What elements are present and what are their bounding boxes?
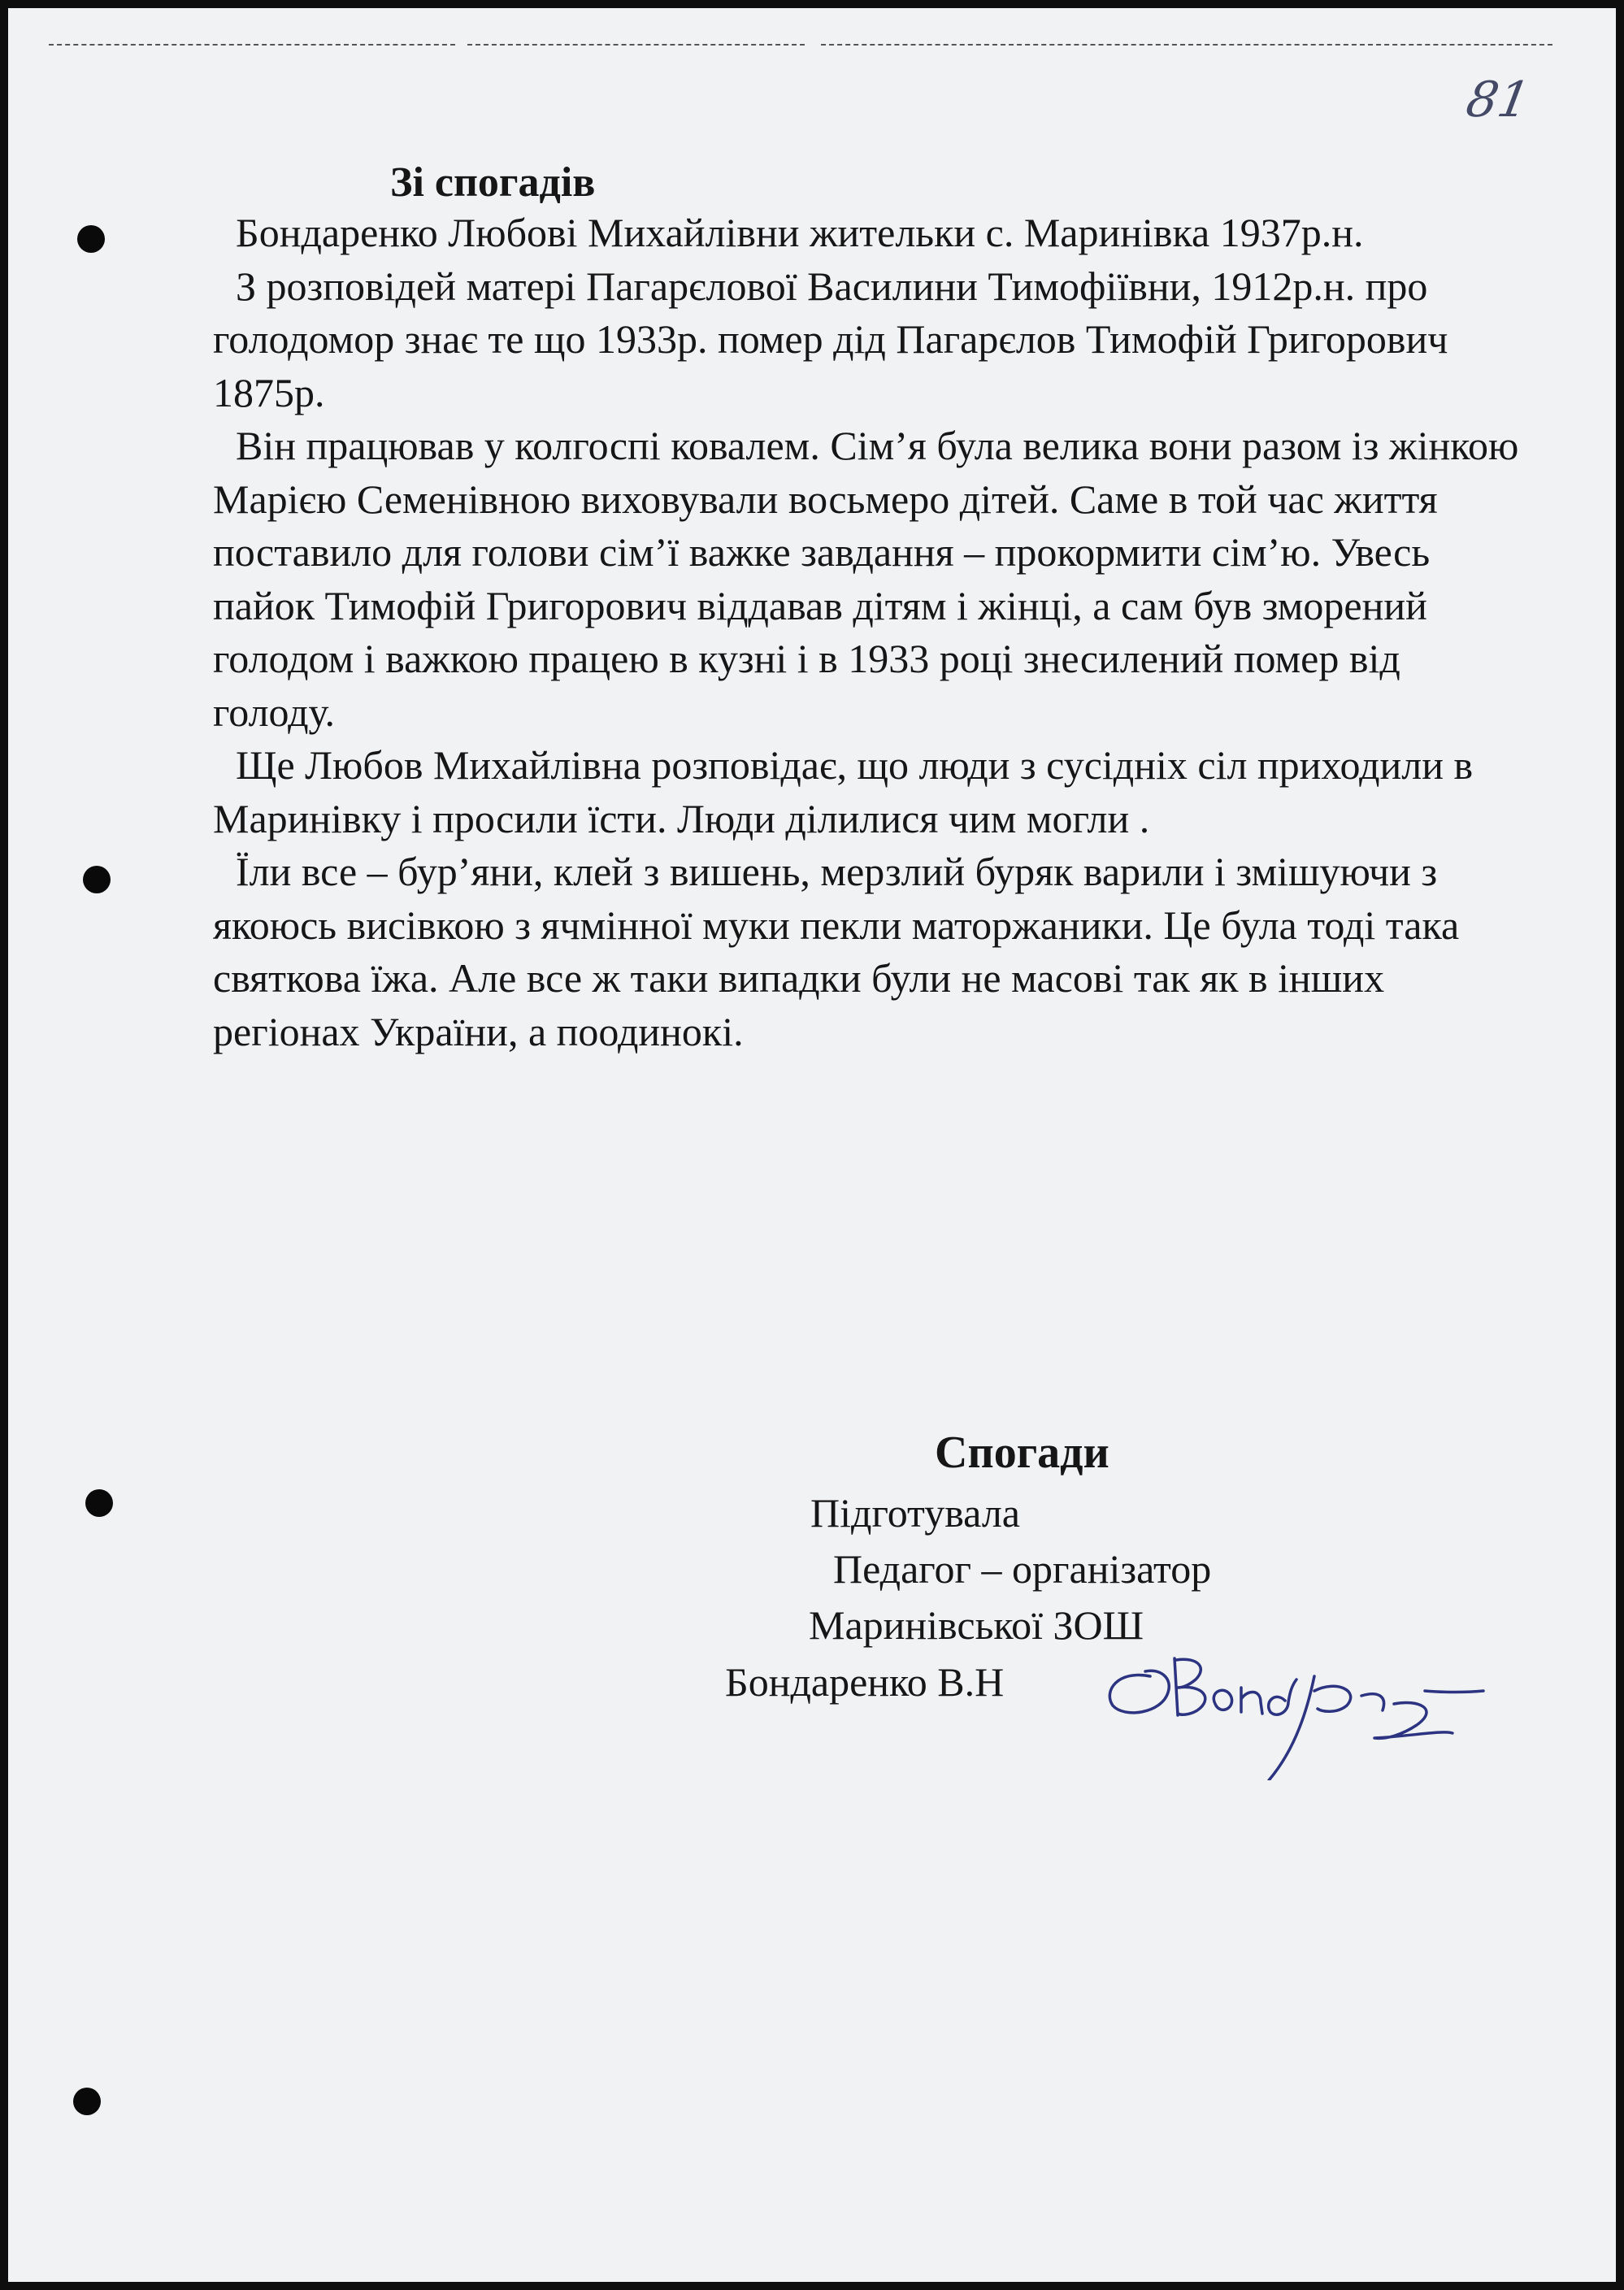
prepared-by-label: Підготувала [810, 1490, 1020, 1536]
punch-hole [73, 2088, 101, 2115]
top-divider [821, 44, 1552, 46]
handwritten-signature-icon [1101, 1634, 1492, 1780]
punch-hole [85, 1489, 113, 1517]
top-divider [467, 44, 805, 46]
author-name: Бондаренко В.Н [725, 1659, 1005, 1705]
document-heading: Зі спогадів [390, 159, 596, 206]
document-page [8, 8, 1616, 2282]
paragraph-food: Їли все – бур’яни, клей з вишень, мерзлий буряк варили і змішуючи з якоюсь висівкою з ячмінної муки пекли маторжаники. Це була тоді така святкова їжа. Але все ж таки випадки були не масові так як в інших регіонах України, а поодинокі. [213, 849, 1460, 1054]
paragraph-mother: З розповідей матері Пагарєлової Василини Тимофіївни, 1912р.н. про голодомор знає те що 1933р. помер дід Пагарєлов Тимофій Григорович 1875р. [213, 263, 1448, 415]
punch-hole [77, 225, 105, 253]
paragraph-neighbors: Ще Любов Михайлівна розповідає, що люди з сусідніх сіл приходили в Маринівку і просили їсти. Люди ділилися чим могли . [213, 742, 1474, 841]
punch-hole [83, 866, 111, 893]
author-school: Маринівської ЗОШ [809, 1602, 1144, 1648]
author-position: Педагог – організатор [833, 1546, 1212, 1592]
document-body [213, 154, 1530, 1058]
paragraph-grandfather: Він працював у колгоспі ковалем. Сім’я була велика вони разом із жінкою Марією Семенівною виховували восьмеро дітей. Саме в той час життя поставило для голови сім’ї важке завдання – прокормити сім’ю. Увесь пайок Тимофій Григорович віддавав дітям і жінці, а сам був зморений голодом і важкою працею в кузні і в 1933 році знесилений помер від голоду. [213, 423, 1519, 735]
closing-title: Спогади [935, 1427, 1109, 1478]
paragraph-intro: Бондаренко Любові Михайлівни жительки с. Маринівка 1937р.н. [236, 210, 1364, 255]
page-number: 81 [1461, 72, 1535, 128]
top-divider [49, 44, 455, 46]
